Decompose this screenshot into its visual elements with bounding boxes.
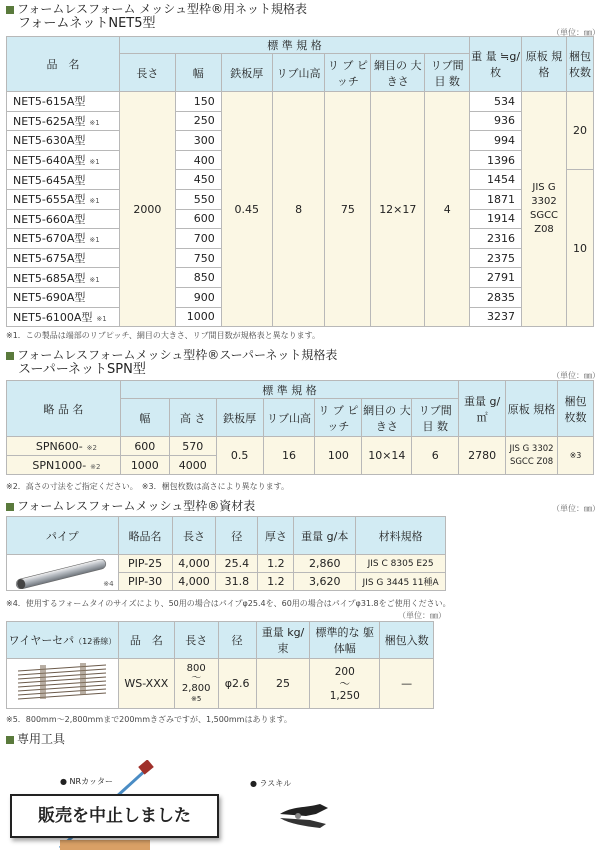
header-rib-count: リブ間 目 数: [412, 399, 459, 437]
header-code: 略品名: [118, 517, 172, 555]
section-marker-icon: [6, 736, 14, 744]
common-thickness: 0.5: [216, 437, 263, 475]
header-product: 略 品 名: [7, 381, 121, 437]
net5-subtitle: フォームネットNET5型: [18, 16, 156, 31]
table-row-name: SPN600- ※2: [7, 437, 121, 456]
tools-title: 専用工具: [6, 732, 65, 746]
common-rib-count: 4: [425, 92, 470, 327]
section-marker-icon: [6, 6, 14, 14]
header-mesh: 網目の 大きさ: [371, 54, 425, 92]
header-item: ワイヤーセパ（12番線）: [7, 622, 119, 659]
common-mesh: 10×14: [362, 437, 412, 475]
header-diameter: 径: [218, 622, 256, 659]
header-product: 品 名: [7, 37, 120, 92]
header-thickness: 鉄板厚: [216, 399, 263, 437]
spn-title: フォームレスフォームメッシュ型枠®スーパーネット規格表: [6, 348, 337, 362]
wire-table: ワイヤーセパ（12番線） 品 名 長さ 径 重量 kg/束 標準的な 躯体幅 梱包入数 WS-XXX 800 〜 2,800 ※5 φ2.6 25 200 〜 1,250 —: [6, 621, 434, 709]
header-thickness: 鉄板厚: [221, 54, 272, 92]
common-rib-pitch: 75: [325, 92, 371, 327]
header-name: 品 名: [118, 622, 174, 659]
pipe-image-cell: [7, 555, 119, 591]
table-row-name: SPN1000- ※2: [7, 456, 121, 475]
header-height: 高 さ: [169, 399, 216, 437]
header-weight: 重量 kg/束: [256, 622, 310, 659]
wire-width-range: 200 〜 1,250: [310, 659, 380, 709]
header-diameter: 径: [216, 517, 258, 555]
common-base: JIS G 3302 SGCC Z08: [522, 92, 567, 327]
header-rib-count: リブ間 目 数: [425, 54, 470, 92]
header-material: 材料規格: [356, 517, 446, 555]
header-item: パイプ: [7, 517, 119, 555]
section-marker-icon: [6, 352, 14, 360]
wire-unit: （単位：㎜）: [398, 611, 446, 620]
table-cell-weight: 534: [470, 92, 522, 112]
materials-title: フォームレスフォームメッシュ型枠®資材表: [6, 499, 255, 513]
table-row-name: NET5-615A型: [7, 92, 120, 112]
header-length: 長さ: [174, 622, 218, 659]
spn-subtitle: スーパーネットSPN型: [18, 362, 146, 377]
common-rib-pitch: 100: [315, 437, 362, 475]
common-mesh: 12×17: [371, 92, 425, 327]
net5-unit: （単位：㎜）: [552, 28, 600, 37]
header-pack: 梱包 枚数: [566, 37, 593, 92]
header-length: 長さ: [119, 54, 175, 92]
rasukiru-label: ● ラスキル: [250, 779, 292, 788]
header-thickness: 厚さ: [258, 517, 294, 555]
header-length: 長さ: [172, 517, 216, 555]
net5-note: ※1．この製品は端部のリブピッチ、網目の大きさ、リブ間目数が規格表と異なります。: [6, 331, 320, 340]
common-pack-a: 20: [566, 92, 593, 170]
net5-table: 品 名 標 準 規 格 重 量 ≒g/枚 原板 規格 梱包 枚数 長さ 幅 鉄板厚 リブ山高 リ ブ ピッチ 網目の 大きさ リブ間 目 数 NET5-615A型 2000 150 0.45 8 75 12×17 4 534 JIS G 3302 SGCC Z08 20 NET5-625A型 ※1 250 936 NET5-630A型 300 994 NET5-640A型 ※1 400 1396 NET5-645A型 450 1454 10 NET5-655A型 ※1 550 1871 NET5-660A型 600 1914 NET5-670A型 ※1 700 2316 NET5-675A型 750 2375 NET5-685A型 ※1 850 2791 NET5-690A型 900 2835 NET5-6100A型 ※1 1000 3237: [6, 36, 594, 327]
wire-image-cell: [7, 659, 119, 709]
header-weight: 重量 g/㎡: [459, 381, 506, 437]
header-rib-height: リブ山高: [272, 54, 325, 92]
header-base: 原板 規格: [506, 381, 558, 437]
net5-title: フォームレスフォーム メッシュ型枠®用ネット規格表: [6, 2, 307, 16]
rasukiru-icon: [276, 800, 332, 830]
spn-unit: （単位：㎜）: [552, 371, 600, 380]
header-width: 幅: [175, 54, 221, 92]
common-rib-height: 8: [272, 92, 325, 327]
common-base: JIS G 3302 SGCC Z08: [506, 437, 558, 475]
header-weight: 重量 g/本: [294, 517, 356, 555]
section-marker-icon: [6, 503, 14, 511]
spn-note: ※2．高さの寸法をご指定ください。 ※3．梱包枚数は高さにより異なります。: [6, 482, 289, 491]
pipe-image-mark: ※4: [103, 580, 114, 588]
common-pack-b: 10: [566, 170, 593, 327]
header-pack: 梱包 枚数: [558, 381, 594, 437]
header-std-spec: 標 準 規 格: [119, 37, 469, 54]
common-weight: 2780: [459, 437, 506, 475]
header-rib-pitch: リ ブ ピッチ: [315, 399, 362, 437]
header-width: 幅: [120, 399, 169, 437]
wire-bundle-icon: [10, 661, 114, 703]
wire-note: ※5．800mm〜2,800mmまで200mmきざみですが、1,500mmはあります。: [6, 715, 292, 724]
pipe-note: ※4．使用するフォームタイのサイズにより、50用の場合はパイプφ25.4を、60用の場合はパイプφ31.8をご使用ください。: [6, 599, 451, 608]
wire-length-range: 800 〜 2,800 ※5: [174, 659, 218, 709]
materials-unit: （単位：㎜）: [552, 504, 600, 513]
common-rib-height: 16: [263, 437, 315, 475]
discontinued-notice: 販売を中止しました: [10, 794, 219, 838]
header-rib-height: リブ山高: [263, 399, 315, 437]
nr-cutter-label: ● NRカッター: [60, 777, 113, 786]
table-cell-width: 150: [175, 92, 221, 112]
spn-table: 略 品 名 標 準 規 格 重量 g/㎡ 原板 規格 梱包 枚数 幅 高 さ 鉄板厚 リブ山高 リ ブ ピッチ 網目の 大きさ リブ間 目 数 SPN600- ※2 600 570 0.5 16 100 10×14 6 2780 JIS G 3302 SGCC Z08 ※3 SPN1000- ※2 1000 4000: [6, 380, 594, 475]
header-rib-pitch: リ ブ ピッチ: [325, 54, 371, 92]
pipe-icon: [11, 559, 114, 589]
header-base: 原板 規格: [522, 37, 567, 92]
header-std-spec: 標 準 規 格: [120, 381, 458, 399]
common-rib-count: 6: [412, 437, 459, 475]
header-pack: 梱包入数: [380, 622, 434, 659]
header-mesh: 網目の 大きさ: [362, 399, 412, 437]
common-thickness: 0.45: [221, 92, 272, 327]
common-pack: ※3: [558, 437, 594, 475]
header-weight: 重 量 ≒g/枚: [470, 37, 522, 92]
header-width: 標準的な 躯体幅: [310, 622, 380, 659]
common-length: 2000: [119, 92, 175, 327]
pipe-table: パイプ 略品名 長さ 径 厚さ 重量 g/本 材料規格 ※4 PIP-25 4,000 25.4 1.2 2,860 JIS C 8305 E25 PIP-30 4,000 31.8 1.2 3,620 JIS G 3445 11種A: [6, 516, 446, 591]
